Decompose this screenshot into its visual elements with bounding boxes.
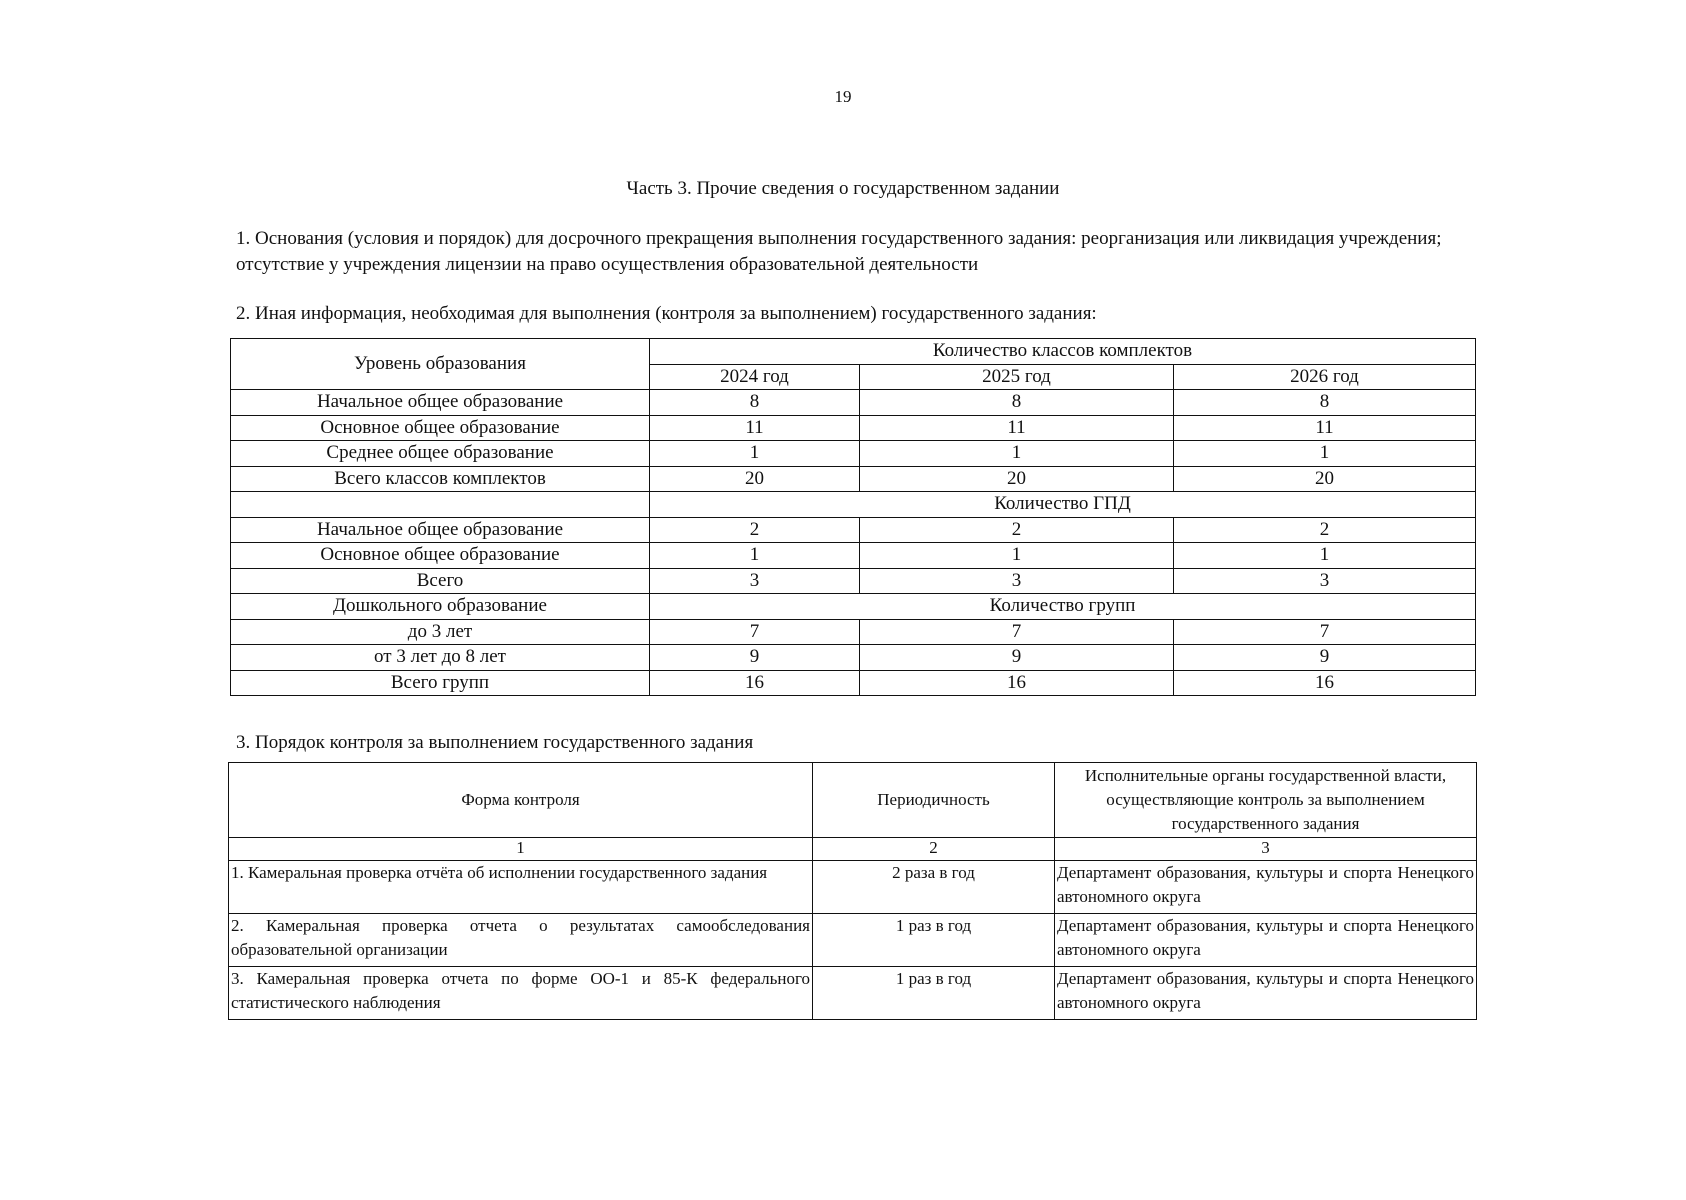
executive-body-cell: Департамент образования, культуры и спорта Ненецкого автономного округа (1055, 914, 1477, 967)
cell-value: 8 (650, 390, 860, 416)
cell-value: 1 (860, 543, 1174, 569)
cell-value: 7 (860, 619, 1174, 645)
row-label-preschool: Дошкольного образование (231, 594, 650, 620)
cell-value: 1 (1174, 543, 1476, 569)
cell-value: 1 (650, 543, 860, 569)
table-row (231, 390, 1476, 416)
table-row (229, 861, 1477, 914)
education-levels-table (230, 338, 1476, 696)
control-procedure-table (228, 762, 1477, 1020)
row-label: Всего классов комплектов (231, 466, 650, 492)
row-label: от 3 лет до 8 лет (231, 645, 650, 671)
section-3-title: 3. Порядок контроля за выполнением государственного задания (236, 732, 754, 753)
row-label: Всего (231, 568, 650, 594)
cell-value: 11 (650, 415, 860, 441)
periodicity-cell: 1 раз в год (813, 914, 1055, 967)
table1-header-row (231, 339, 1476, 365)
table-row (231, 670, 1476, 696)
table-row (231, 594, 1476, 620)
section-1-text: 1. Основания (условия и порядок) для досрочного прекращения выполнения государственного задания: реорганизация или ликвидация учреждения; отсутствие у учреждения лицензии на право осуществления образовательной деятельности (236, 228, 1442, 275)
cell-value: 9 (1174, 645, 1476, 671)
cell-value: 9 (650, 645, 860, 671)
header-class-count: Количество классов комплектов (650, 339, 1476, 365)
control-form-cell: 2. Камеральная проверка отчета о результатах самообследования образовательной организации (229, 914, 813, 967)
header-education-level: Уровень образования (231, 339, 650, 390)
header-year: 2025 год (860, 364, 1174, 390)
periodicity-cell: 2 раза в год (813, 861, 1055, 914)
table2-number-row (229, 838, 1477, 861)
cell-value: 3 (1174, 568, 1476, 594)
cell-value: 20 (860, 466, 1174, 492)
row-label: Основное общее образование (231, 415, 650, 441)
cell-value: 1 (650, 441, 860, 467)
cell-value: 2 (1174, 517, 1476, 543)
cell-value: 20 (650, 466, 860, 492)
control-form-cell: 1. Камеральная проверка отчёта об исполнении государственного задания (229, 861, 813, 914)
cell-value: 11 (1174, 415, 1476, 441)
table-row (231, 619, 1476, 645)
cell-value: 8 (860, 390, 1174, 416)
row-label: Основное общее образование (231, 543, 650, 569)
table-row (231, 415, 1476, 441)
cell-value: 1 (860, 441, 1174, 467)
header-group-count: Количество групп (650, 594, 1476, 620)
cell-value: 3 (860, 568, 1174, 594)
table-row (231, 568, 1476, 594)
row-label: Начальное общее образование (231, 390, 650, 416)
cell-value: 2 (860, 517, 1174, 543)
cell-value: 2 (650, 517, 860, 543)
cell-value: 16 (860, 670, 1174, 696)
executive-body-cell: Департамент образования, культуры и спорта Ненецкого автономного округа (1055, 861, 1477, 914)
column-number: 3 (1055, 838, 1477, 861)
cell-value: 8 (1174, 390, 1476, 416)
table-row (231, 441, 1476, 467)
cell-value: 11 (860, 415, 1174, 441)
cell-value: 3 (650, 568, 860, 594)
header-year: 2026 год (1174, 364, 1476, 390)
header-control-form: Форма контроля (229, 763, 813, 838)
empty-cell (231, 492, 650, 518)
table-row (229, 914, 1477, 967)
cell-value: 16 (650, 670, 860, 696)
row-label: Начальное общее образование (231, 517, 650, 543)
table-row (229, 967, 1477, 1020)
table-row (231, 645, 1476, 671)
row-label: Всего групп (231, 670, 650, 696)
header-gpd-count: Количество ГПД (650, 492, 1476, 518)
control-form-cell: 3. Камеральная проверка отчета по форме ОО-1 и 85-К федерального статистического наблюдения (229, 967, 813, 1020)
table-row (231, 466, 1476, 492)
page-number: 19 (834, 87, 852, 106)
cell-value: 9 (860, 645, 1174, 671)
cell-value: 16 (1174, 670, 1476, 696)
cell-value: 7 (1174, 619, 1476, 645)
periodicity-cell: 1 раз в год (813, 967, 1055, 1020)
table2-header-row (229, 763, 1477, 838)
executive-body-cell: Департамент образования, культуры и спорта Ненецкого автономного округа (1055, 967, 1477, 1020)
part-title: Часть 3. Прочие сведения о государственном задании (626, 178, 1060, 199)
header-executive-bodies: Исполнительные органы государственной власти, осуществляющие контроль за выполнением государственного задания (1055, 763, 1477, 838)
header-year: 2024 год (650, 364, 860, 390)
cell-value: 1 (1174, 441, 1476, 467)
row-label: до 3 лет (231, 619, 650, 645)
column-number: 2 (813, 838, 1055, 861)
section-2-title: 2. Иная информация, необходимая для выполнения (контроля за выполнением) государственного задания: (236, 303, 1097, 324)
table-row (231, 517, 1476, 543)
header-periodicity: Периодичность (813, 763, 1055, 838)
cell-value: 20 (1174, 466, 1476, 492)
cell-value: 7 (650, 619, 860, 645)
table-row (231, 543, 1476, 569)
row-label: Среднее общее образование (231, 441, 650, 467)
table-row (231, 492, 1476, 518)
column-number: 1 (229, 838, 813, 861)
